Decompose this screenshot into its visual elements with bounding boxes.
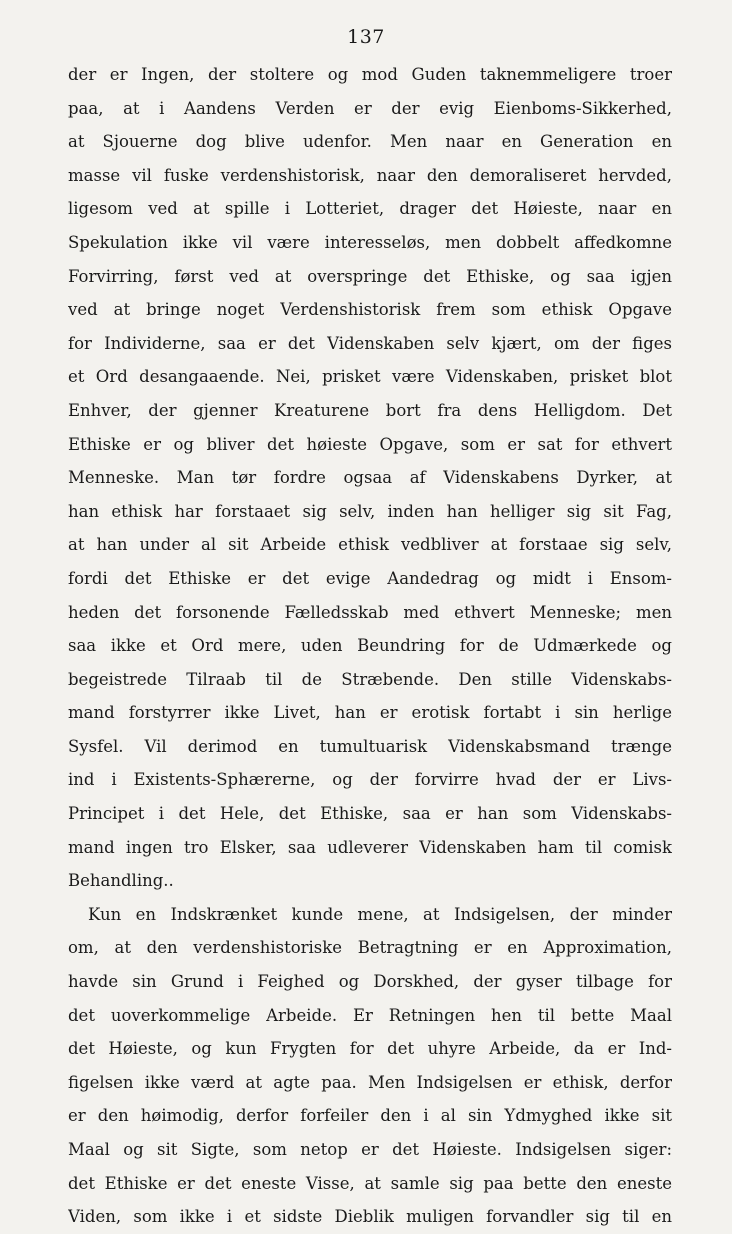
text-line: det uoverkommelige Arbeide. Er Retningen hen til bette Maal <box>68 1005 672 1025</box>
text-line: Behandling.. <box>68 871 174 891</box>
text-line: mand ingen tro Elsker, saa udleverer Videnskaben ham til comisk <box>68 837 672 857</box>
text-line: heden det forsonende Fælledsskab med ethvert Menneske; men <box>68 602 672 622</box>
text-line: Maal og sit Sigte, som netop er det Høieste. Indsigelsen siger: <box>68 1140 672 1159</box>
text-line: om, at den verdenshistoriske Betragtning er en Approximation, <box>68 938 672 958</box>
text-line: er den høimodig, derfor forfeiler den i al sin Ydmyghed ikke sit <box>68 1106 672 1126</box>
text-line: saa ikke et Ord mere, uden Beundring for de Udmærkede og <box>68 636 672 656</box>
text-line: et Ord desangaaende. Nei, prisket være Videnskaben, prisket blot <box>68 367 672 387</box>
text-line: han ethisk har forstaaet sig selv, inden han helliger sig sit Fag, <box>68 501 672 521</box>
text-line: Sysfel. Vil derimod en tumultuarisk Videnskabsmand trænge <box>68 736 672 756</box>
text-line: Principet i det Hele, det Ethiske, saa er han som Videnskabs- <box>68 804 672 824</box>
text-line: begeistrede Tilraab til de Stræbende. Den stille Videnskabs- <box>68 669 672 689</box>
text-line: Viden, som ikke i et sidste Dieblik muligen forvandler sig til en <box>68 1207 672 1227</box>
text-line: for Individerne, saa er det Videnskaben selv kjært, om der figes <box>68 333 672 353</box>
text-line: det Høieste, og kun Frygten for det uhyre Arbeide, da er Ind- <box>68 1039 672 1059</box>
page-number: 137 <box>347 26 385 48</box>
text-line: ind i Existents-Sphærerne, og der forvirre hvad der er Livs- <box>68 770 672 790</box>
text-line: Menneske. Man tør fordre ogsaa af Videnskabens Dyrker, at <box>68 468 672 488</box>
text-line: ligesom ved at spille i Lotteriet, drager det Høieste, naar en <box>68 199 672 219</box>
text-line: havde sin Grund i Feighed og Dorskhed, der gyser tilbage for <box>68 972 672 992</box>
text-line: Forvirring, først ved at overspringe det Ethiske, og saa igjen <box>68 266 672 286</box>
text-line: Spekulation ikke vil være interesseløs, men dobbelt affedkomne <box>68 232 672 252</box>
body-text <box>68 58 672 1234</box>
text-line: det Ethiske er det eneste Visse, at samle sig paa bette den eneste <box>68 1173 672 1193</box>
text-line: at Sjouerne dog blive udenfor. Men naar en Generation en <box>68 132 672 152</box>
text-line: figelsen ikke værd at agte paa. Men Indsigelsen er ethisk, derfor <box>68 1072 672 1092</box>
text-line: fordi det Ethiske er det evige Aandedrag og midt i Ensom- <box>68 568 672 588</box>
text-line: Ethiske er og bliver det høieste Opgave, som er sat for ethvert <box>68 434 672 454</box>
text-line: mand forstyrrer ikke Livet, han er erotisk fortabt i sin herlige <box>68 703 672 723</box>
text-line: Enhver, der gjenner Kreaturene bort fra dens Helligdom. Det <box>68 400 672 420</box>
text-line: paa, at i Aandens Verden er der evig Eienboms-Sikkerhed, <box>68 98 672 118</box>
text-line: Kun en Indskrænket kunde mene, at Indsigelsen, der minder <box>88 904 672 924</box>
text-line: der er Ingen, der stoltere og mod Guden taknemmeligere troer <box>68 65 672 84</box>
text-line: masse vil fuske verdenshistorisk, naar den demoraliseret hervded, <box>68 165 672 185</box>
text-line: ved at bringe noget Verdenshistorisk frem som ethisk Opgave <box>68 300 672 320</box>
text-line: at han under al sit Arbeide ethisk vedbliver at forstaae sig selv, <box>68 535 672 555</box>
